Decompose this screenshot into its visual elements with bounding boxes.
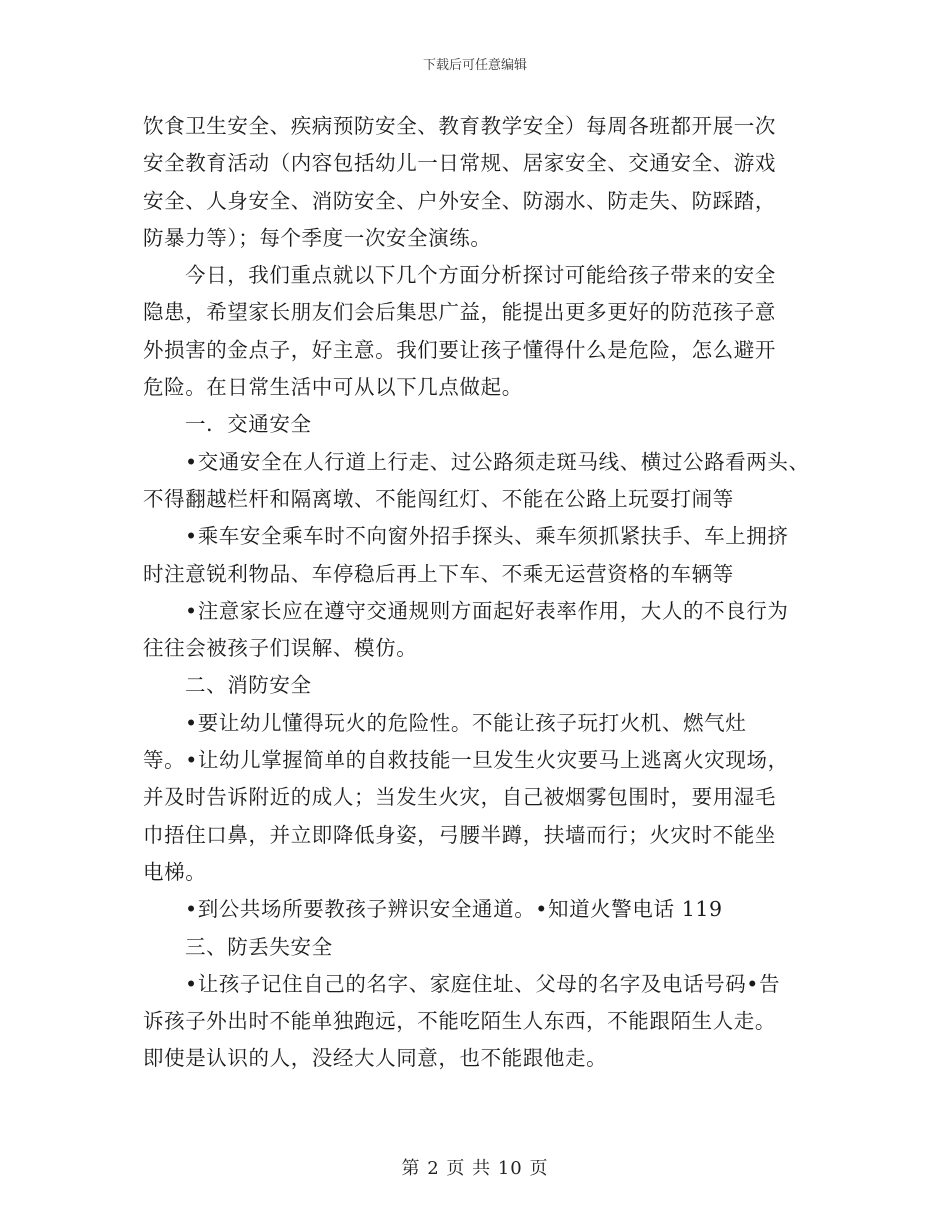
body-text <box>143 108 813 1078</box>
text-line: 巾捂住口鼻，并立即降低身姿，弓腰半蹲，扶墙而行；火灾时不能坐 <box>143 822 776 847</box>
text-line: •让孩子记住自己的名字、家庭住址、父母的名字及电话号码•告 <box>185 971 781 996</box>
text-line: •注意家长应在遵守交通规则方面起好表率作用，大人的不良行为 <box>185 598 789 623</box>
text-line: 即使是认识的人，没经大人同意，也不能跟他走。 <box>143 1046 608 1071</box>
text-line: 时注意锐利物品、车停稳后再上下车、不乘无运营资格的车辆等 <box>143 561 734 586</box>
text-line: 诉孩子外出时不能单独跑远，不能吃陌生人东西，不能跟陌生人走。 <box>143 1009 776 1034</box>
text-line: 危险。在日常生活中可从以下几点做起。 <box>143 375 523 400</box>
text-line: 不得翻越栏杆和隔离墩、不能闯红灯、不能在公路上玩耍打闹等 <box>143 486 734 511</box>
text-line: 防暴力等）；每个季度一次安全演练。 <box>143 225 492 250</box>
text-line: 今日，我们重点就以下几个方面分析探讨可能给孩子带来的安全 <box>185 263 776 288</box>
text-line: 安全教育活动（内容包括幼儿一日常规、居家安全、交通安全、游戏 <box>143 151 776 176</box>
text-line: 隐患，希望家长朋友们会后集思广益，能提出更多更好的防范孩子意 <box>143 300 776 325</box>
text-line: •交通安全在人行道上行走、过公路须走斑马线、横过公路看两头、 <box>185 449 810 474</box>
text-line: 外损害的金点子，好主意。我们要让孩子懂得什么是危险，怎么避开 <box>143 337 776 362</box>
header-note: 下载后可任意编辑 <box>422 58 527 73</box>
text-line: •乘车安全乘车时不向窗外招手探头、乘车须抓紧扶手、车上拥挤 <box>185 524 789 549</box>
text-line: 并及时告诉附近的成人；当发生火灾，自己被烟雾包围时，要用湿毛 <box>143 785 776 810</box>
text-line: 等。•让幼儿掌握简单的自救技能一旦发生火灾要马上逃离火灾现场， <box>143 748 789 773</box>
text-line: 二、消防安全 <box>185 673 312 698</box>
text-line: 饮食卫生安全、疾病预防安全、教育教学安全）每周各班都开展一次 <box>143 114 776 138</box>
text-line: 三、防丢失安全 <box>185 934 333 959</box>
text-line: •要让幼儿懂得玩火的危险性。不能让孩子玩打火机、燃气灶 <box>185 710 747 735</box>
page-number-footer: 第 2 页 共 10 页 <box>401 1158 549 1179</box>
text-line: 安全、人身安全、消防安全、户外安全、防溺水、防走失、防踩踏， <box>143 188 776 213</box>
text-line: 电梯。 <box>143 859 207 884</box>
text-line: 一．交通安全 <box>185 412 312 437</box>
text-line: •到公共场所要教孩子辨识安全通道。•知道火警电话 119 <box>185 897 723 922</box>
text-line: 往往会被孩子们误解、模仿。 <box>143 636 418 661</box>
